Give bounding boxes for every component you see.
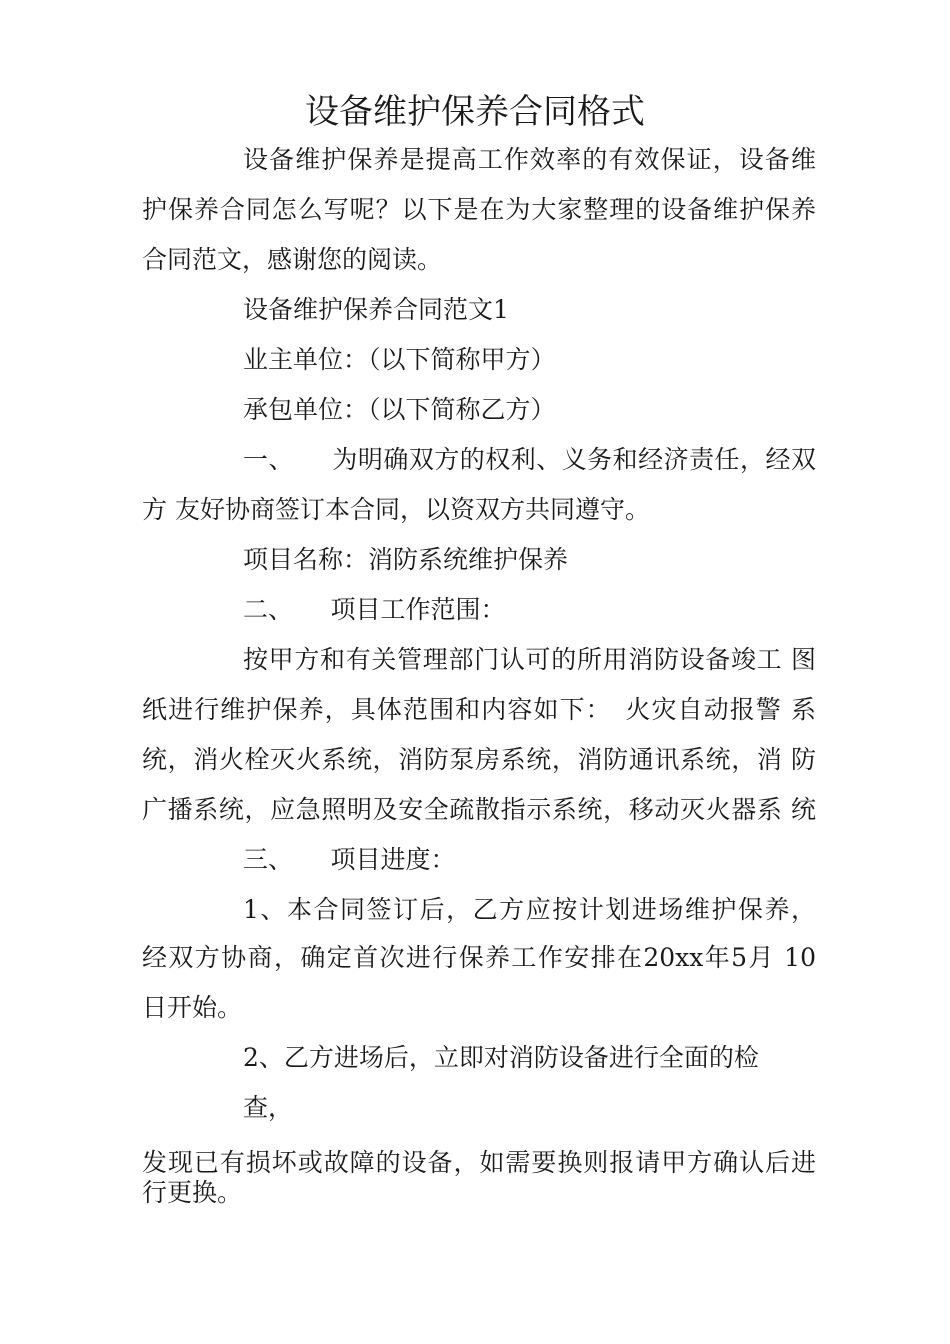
document-title: 设备维护保养合同格式 xyxy=(305,92,645,132)
paragraph-line: 日开始。 xyxy=(142,993,243,1022)
section-heading: 设备维护保养合同范文1 xyxy=(243,295,509,324)
paragraph-line: 承包单位：（以下简称乙方） xyxy=(243,395,556,424)
paragraph-line: 发现已有损坏或故障的设备，如需要换则报请甲方确认后进 xyxy=(142,1148,816,1177)
paragraph-line: 设备维护保养是提高工作效率的有效保证，设备维 xyxy=(243,145,816,174)
paragraph-line: 合同范文，感谢您的阅读。 xyxy=(142,245,443,274)
paragraph-line: 护保养合同怎么写呢？以下是在为大家整理的设备维护保养 xyxy=(142,195,816,224)
paragraph-line: 经双方协商，确定首次进行保养工作安排在20xx年5月 10 xyxy=(142,943,816,972)
paragraph-line: 统，消火栓灭火系统，消防泵房系统，消防通讯系统，消 防 xyxy=(142,745,816,774)
paragraph-line: 查， xyxy=(243,1093,294,1122)
paragraph-line: 1、本合同签订后，乙方应按计划进场维护保养， xyxy=(243,895,816,924)
paragraph-line: 项目名称：消防系统维护保养 xyxy=(243,545,569,574)
paragraph-line: 业主单位：（以下简称甲方） xyxy=(243,345,556,374)
paragraph-line: 方 友好协商签订本合同，以资双方共同遵守。 xyxy=(142,495,650,524)
paragraph-line: 行更换。 xyxy=(142,1178,243,1207)
paragraph-line: 一、 为明确双方的权利、义务和经济责任，经双 xyxy=(243,445,816,474)
paragraph-line: 按甲方和有关管理部门认可的所用消防设备竣工 图 xyxy=(243,645,816,674)
paragraph-line: 2、乙方进场后，立即对消防设备进行全面的检 xyxy=(243,1043,759,1072)
paragraph-line: 广播系统，应急照明及安全疏散指示系统，移动灭火器系 统 xyxy=(142,795,816,824)
paragraph-line: 三、 项目进度： xyxy=(243,845,456,874)
paragraph-line: 二、 项目工作范围： xyxy=(243,595,506,624)
paragraph-line: 纸进行维护保养，具体范围和内容如下： 火灾自动报警 系 xyxy=(142,695,816,724)
